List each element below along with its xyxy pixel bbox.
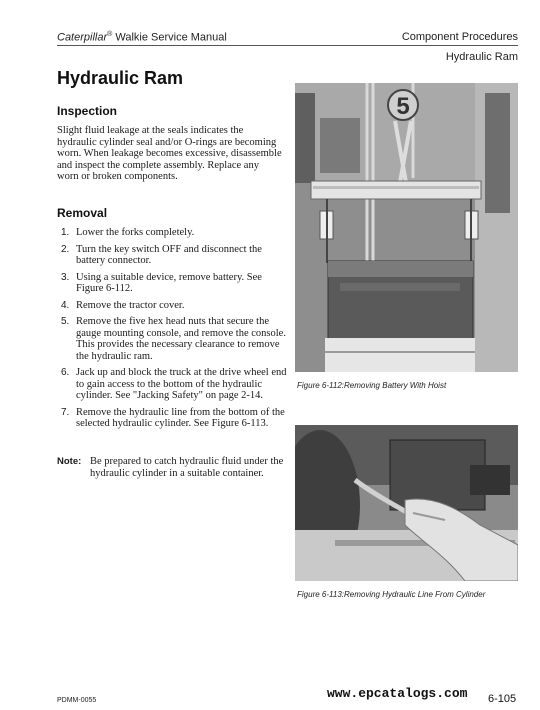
inspection-paragraph: Slight fluid leakage at the seals indicates the hydraulic cylinder seal and/or O-rings are becoming worn. When leakage becomes excessive, disassemble and inspect the complete assembly. Replace any worn or broken components. [57, 125, 282, 182]
manual-title: Walkie Service Manual [112, 31, 227, 44]
list-item [57, 316, 287, 362]
step-text: Remove the hydraulic line from the bottom of the selected hydraulic cylinder. See Figure 6-113. [76, 406, 285, 429]
page-number: 6-105 [488, 693, 517, 705]
inspection-heading: Inspection [57, 104, 118, 118]
step-number: 2. [61, 243, 70, 255]
note-text: Be prepared to catch hydraulic fluid under the hydraulic cylinder in a suitable container. [90, 456, 284, 479]
note-label: Note: [57, 456, 82, 467]
step-text: Remove the tractor cover. [76, 299, 185, 311]
step-text: Turn the key switch OFF and disconnect the battery connector. [76, 243, 262, 266]
battery-hoist-illustration [295, 83, 518, 372]
removal-steps [57, 227, 287, 435]
list-item [57, 227, 287, 239]
page-title: Hydraulic Ram [57, 68, 184, 88]
figure-6-112-photo [295, 83, 518, 372]
note-block [57, 456, 287, 479]
brand-name: Caterpillar [57, 31, 108, 44]
step-number: 1. [61, 227, 70, 238]
step-text: Using a suitable device, remove battery. See Figure 6-112. [76, 271, 262, 294]
step-number: 4. [61, 299, 70, 311]
hydraulic-line-illustration [295, 425, 518, 581]
figure-6-113-photo [295, 425, 518, 581]
step-number: 3. [61, 271, 70, 283]
figure-6-112-caption: Figure 6-112:Removing Battery With Hoist [297, 381, 447, 390]
document-id: PDMM-0055 [57, 697, 97, 704]
header-rule [57, 45, 518, 46]
list-item [57, 367, 287, 402]
list-item [57, 300, 287, 312]
removal-heading: Removal [57, 206, 108, 220]
step-text: Jack up and block the truck at the drive wheel end to gain access to the bottom of the hydraulic cylinder. See "Jacking Safety" on page 2-14. [76, 367, 287, 401]
step-number: 6. [61, 367, 70, 378]
hoist-number: 5 [396, 93, 410, 120]
watermark-url: www.epcatalogs.com [327, 686, 468, 701]
running-header-section: Component Procedures [401, 31, 518, 43]
figure-6-113-caption: Figure 6-113:Removing Hydraulic Line From Cylinder [297, 590, 486, 599]
list-item [57, 272, 287, 295]
registered-mark: ® [107, 31, 113, 38]
step-text: Remove the five hex head nuts that secure the gauge mounting console, and remove the console. This provides the necessary clearance to remove the hydraulic ram. [76, 316, 286, 362]
list-item [57, 407, 287, 430]
list-item [57, 244, 287, 267]
step-text: Lower the forks completely. [76, 227, 195, 238]
step-number: 7. [61, 406, 70, 418]
running-header-left [57, 31, 227, 44]
step-number: 5. [61, 316, 70, 327]
running-header-subsection: Hydraulic Ram [445, 51, 518, 63]
